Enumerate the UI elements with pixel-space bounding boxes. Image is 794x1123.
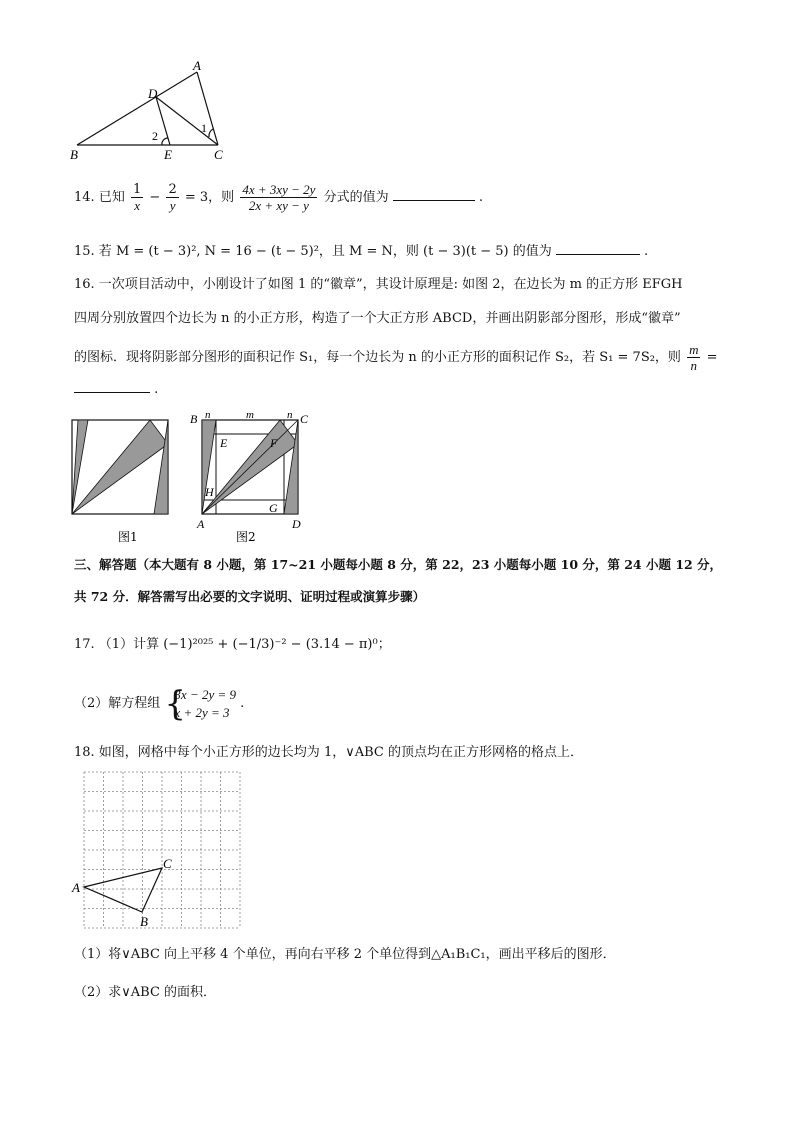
fig2-label-m: m xyxy=(246,409,254,421)
question-16-line-2: 四周分别放置四个边长为 n 的小正方形，构造了一个大正方形 ABCD，并画出阴影部分图形，形成“徽章” xyxy=(74,311,681,326)
question-18: 18. 如图，网格中每个小正方形的边长均为 1，∨ABC 的顶点均在正方形网格的格点上． xyxy=(74,745,583,760)
fig2-label-G: G xyxy=(269,501,278,515)
question-18-part-2: （2）求∨ABC 的面积． xyxy=(74,985,217,1000)
fig2-label-D: D xyxy=(292,517,301,531)
grid-label-A: A xyxy=(72,880,80,895)
question-17-part-1: 17. （1）计算 (−1)²⁰²⁵ + (−1/3)⁻² − (3.14 − π)⁰； xyxy=(74,637,391,652)
triangle-figure xyxy=(66,58,236,166)
label-B: B xyxy=(70,147,78,162)
question-16-line-1: 16. 一次项目活动中，小刚设计了如图 1 的“徽章”，其设计原理是: 如图 2，在边长为 m 的正方形 EFGH xyxy=(74,277,683,292)
question-16-answer: . xyxy=(74,380,158,399)
figure-2-diagram xyxy=(202,420,298,514)
figure-1-caption: 图1 xyxy=(118,530,138,544)
angle-2-label: 2 xyxy=(152,129,158,143)
fig2-label-A: A xyxy=(197,517,205,531)
figure-1-badge xyxy=(72,420,168,514)
fraction-expression: $\frac{4x + 3xy - 2y}{2x + xy - y}$ xyxy=(242,182,316,213)
fig2-label-F: F xyxy=(270,436,278,450)
fig2-label-n-left: n xyxy=(205,409,211,421)
fig2-label-C: C xyxy=(300,412,309,426)
question-18-part-1: （1）将∨ABC 向上平移 4 个单位，再向右平移 2 个单位得到△A₁B₁C₁，画出平移后的图形． xyxy=(74,947,616,962)
fig2-label-B: B xyxy=(190,412,198,426)
label-C: C xyxy=(214,147,223,162)
left-brace-icon: { xyxy=(164,683,187,724)
fraction-2-over-y: $\frac{2}{y}$ xyxy=(168,182,177,213)
fraction-1-over-x: $\frac{1}{x}$ xyxy=(132,182,142,213)
section-3-heading-line-1: 三、解答题（本大题有 8 小题，第 17~21 小题每小题 8 分，第 22，23 小题每小题 10 分，第 24 小题 12 分， xyxy=(74,557,723,572)
answer-blank-16[interactable] xyxy=(74,380,150,393)
section-3-heading-line-2: 共 72 分．解答需写出必要的文字说明、证明过程或演算步骤） xyxy=(74,589,426,604)
fig2-label-E: E xyxy=(220,436,228,450)
question-14: 14. 已知 $\frac{1}{x}$ − $\frac{2}{y}$ = 3，则 $\frac{4x + 3xy - 2y}{2x + xy - y}$ 分式的值为 . xyxy=(74,182,484,213)
question-17-part-2: （2）解方程组 { 3x − 2y = 9 x + 2y = 3 . xyxy=(74,683,245,724)
question-15: 15. 若 M = (t − 3)², N = 16 − (t − 5)²，且 M = N，则 (t − 3)(t − 5) 的值为 . xyxy=(74,244,649,259)
answer-blank-15[interactable] xyxy=(556,242,640,255)
label-E: E xyxy=(164,147,172,162)
fraction-m-over-n: $\frac{m}{n}$ xyxy=(689,342,699,373)
answer-blank-14[interactable] xyxy=(393,186,475,201)
grid-figure xyxy=(70,768,245,933)
equation-system: { 3x − 2y = 9 x + 2y = 3 xyxy=(164,683,237,724)
figure-2-caption: 图2 xyxy=(236,530,256,544)
badge-figures xyxy=(66,408,316,548)
fig2-label-H: H xyxy=(205,485,214,499)
fig2-label-n-right: n xyxy=(287,409,293,421)
grid-label-B: B xyxy=(140,914,148,929)
angle-1-label: 1 xyxy=(201,121,207,135)
label-D: D xyxy=(148,86,158,101)
question-16-line-3: 的图标．现将阴影部分图形的面积记作 S₁，每一个边长为 n 的小正方形的面积记作 S₂，若 S₁ = 7S₂，则 $\frac{m}{n}$ = xyxy=(74,342,718,373)
grid-label-C: C xyxy=(163,856,172,871)
label-A: A xyxy=(193,58,201,73)
